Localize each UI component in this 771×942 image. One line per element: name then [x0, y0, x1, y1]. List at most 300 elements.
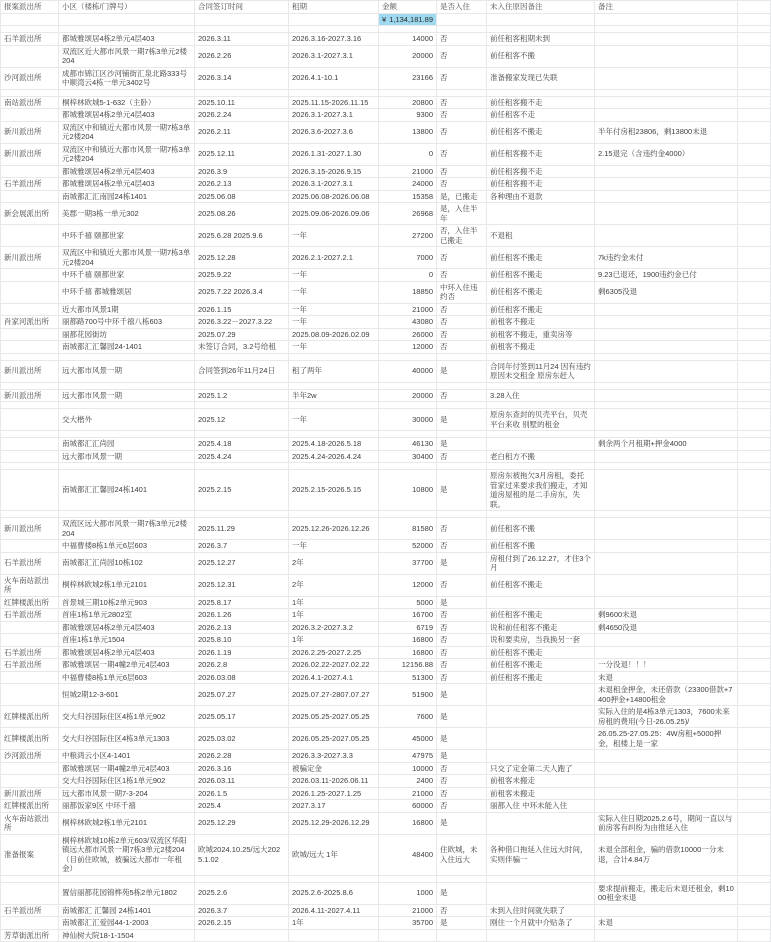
- cell-reason[interactable]: 前任租客不搬走: [487, 646, 595, 659]
- cell-empty[interactable]: [1, 511, 59, 518]
- cell-signed[interactable]: 2026.2.15: [195, 917, 289, 930]
- cell-occupied[interactable]: 否: [437, 621, 487, 634]
- cell-term[interactable]: 租了两年: [289, 360, 379, 382]
- cell-station[interactable]: 红牌楼派出所: [1, 800, 59, 813]
- cell-community[interactable]: 都城雅颂居4栋2单元4层403: [59, 109, 195, 122]
- cell-amount[interactable]: 15358: [379, 190, 437, 203]
- cell-term[interactable]: 1年: [289, 917, 379, 930]
- cell-occupied[interactable]: 否: [437, 328, 487, 341]
- cell-reason[interactable]: 前任租客不搬走: [487, 269, 595, 282]
- cell-occupied[interactable]: 是: [437, 728, 487, 750]
- cell-signed[interactable]: 2026.2.13: [195, 178, 289, 191]
- cell-term[interactable]: 2026.2.25-2027.2.25: [289, 646, 379, 659]
- cell-term[interactable]: 2025.05.25-2027.05.25: [289, 706, 379, 728]
- cell-reason[interactable]: 前任租客不搬: [487, 45, 595, 67]
- cell-term[interactable]: 2026.02.22-2027.02.22: [289, 659, 379, 672]
- cell-occupied[interactable]: 是: [437, 812, 487, 834]
- cell-signed[interactable]: 2025.10.11: [195, 96, 289, 109]
- column-header-occupied[interactable]: 是否入住: [437, 1, 487, 14]
- cell-amount[interactable]: 0: [379, 269, 437, 282]
- cell-remark[interactable]: 未退全部租金，骗的借款10000一分未退，合计4.84万: [595, 834, 738, 875]
- cell-empty[interactable]: [1, 463, 59, 470]
- cell-amount[interactable]: 12000: [379, 574, 437, 596]
- cell-empty[interactable]: [289, 26, 379, 33]
- cell-community[interactable]: 中福曹楼8栋1单元6层603: [59, 671, 195, 684]
- cell-station[interactable]: 火车南站派出所: [1, 574, 59, 596]
- cell-station[interactable]: 红牌楼派出所: [1, 596, 59, 609]
- cell-amount[interactable]: 10000: [379, 762, 437, 775]
- cell-reason[interactable]: 未到入住时间就失联了: [487, 904, 595, 917]
- cell-empty[interactable]: [379, 402, 437, 409]
- cell-remark[interactable]: [595, 552, 738, 574]
- cell-term[interactable]: 被骗定金: [289, 762, 379, 775]
- cell-remark[interactable]: [595, 540, 738, 553]
- cell-amount[interactable]: 20800: [379, 96, 437, 109]
- cell-reason[interactable]: 前租客不搬走: [487, 316, 595, 329]
- cell-empty[interactable]: [738, 463, 771, 470]
- cell-empty[interactable]: [437, 353, 487, 360]
- cell-signed[interactable]: 2025.12.27: [195, 552, 289, 574]
- cell-signed[interactable]: 2025.12.28: [195, 247, 289, 269]
- cell-amount[interactable]: 21000: [379, 303, 437, 316]
- cell-amount[interactable]: 12000: [379, 341, 437, 354]
- cell-remark[interactable]: [595, 775, 738, 788]
- cell-amount[interactable]: 45000: [379, 728, 437, 750]
- cell-reason[interactable]: 前租客不搬走: [487, 341, 595, 354]
- cell-reason[interactable]: 前任租客不搬走: [487, 671, 595, 684]
- cell-amount[interactable]: 26968: [379, 203, 437, 225]
- cell-signed[interactable]: 2025.8.17: [195, 596, 289, 609]
- cell-occupied[interactable]: 否: [437, 671, 487, 684]
- cell-occupied[interactable]: 否: [437, 269, 487, 282]
- cell-term[interactable]: 一年: [289, 269, 379, 282]
- cell-station[interactable]: 沙河派出所: [1, 750, 59, 763]
- cell-community[interactable]: 中环千禧 颐都世家: [59, 269, 195, 282]
- cell-amount[interactable]: 1000: [379, 882, 437, 904]
- cell-occupied[interactable]: 否: [437, 67, 487, 89]
- cell-remark[interactable]: 剩9600未退: [595, 609, 738, 622]
- cell-extra[interactable]: [738, 917, 771, 930]
- cell-empty[interactable]: [738, 875, 771, 882]
- cell-occupied[interactable]: 否: [437, 178, 487, 191]
- cell-term[interactable]: 2025.2.15-2026.5.15: [289, 470, 379, 511]
- cell-community[interactable]: 南城都汇 汇馨园 24栋1401: [59, 904, 195, 917]
- cell-extra[interactable]: [738, 634, 771, 647]
- cell-empty[interactable]: [289, 511, 379, 518]
- cell-occupied[interactable]: 是: [437, 470, 487, 511]
- cell-station[interactable]: [1, 328, 59, 341]
- cell-empty[interactable]: [437, 511, 487, 518]
- cell-empty[interactable]: [738, 431, 771, 438]
- cell-reason[interactable]: [487, 728, 595, 750]
- cell-empty[interactable]: [289, 431, 379, 438]
- cell-station[interactable]: 南站派出所: [1, 96, 59, 109]
- cell-signed[interactable]: 2026.1.5: [195, 787, 289, 800]
- cell-signed[interactable]: 合同签到26年11月24日: [195, 360, 289, 382]
- cell-signed[interactable]: 2025.12.11: [195, 143, 289, 165]
- cell-station[interactable]: [1, 621, 59, 634]
- cell-reason[interactable]: 前任租客不搬走: [487, 609, 595, 622]
- cell-term[interactable]: [289, 929, 379, 942]
- cell-amount[interactable]: 16700: [379, 609, 437, 622]
- cell-empty[interactable]: [738, 353, 771, 360]
- cell-remark[interactable]: [595, 109, 738, 122]
- cell-amount[interactable]: 27200: [379, 225, 437, 247]
- cell-remark[interactable]: [595, 596, 738, 609]
- cell-remark[interactable]: [595, 409, 738, 431]
- cell-amount[interactable]: 37700: [379, 552, 437, 574]
- cell-station[interactable]: 火车南站派出所: [1, 812, 59, 834]
- cell-reason[interactable]: 前任租客不搬走: [487, 121, 595, 143]
- cell-extra[interactable]: [738, 178, 771, 191]
- cell-empty[interactable]: [289, 353, 379, 360]
- cell-reason[interactable]: 前任租客搬不走: [487, 178, 595, 191]
- cell-remark[interactable]: 26.05.25-27.05.25：4W房租+5000押金，租楼上是一家: [595, 728, 738, 750]
- cell-term[interactable]: 2025.4.24-2026.4.24: [289, 450, 379, 463]
- cell-reason[interactable]: 说和要卖房，当我换另一套: [487, 634, 595, 647]
- cell-term[interactable]: 2025.11.15-2026.11.15: [289, 96, 379, 109]
- cell-extra[interactable]: [738, 706, 771, 728]
- cell-station[interactable]: 红牌楼派出所: [1, 728, 59, 750]
- cell-empty[interactable]: [195, 353, 289, 360]
- cell-community[interactable]: 远大都市风景一期: [59, 360, 195, 382]
- cell-occupied[interactable]: 否: [437, 659, 487, 672]
- cell-term[interactable]: 2年: [289, 574, 379, 596]
- cell-reason[interactable]: 前租客不搬走，重卖房等: [487, 328, 595, 341]
- cell-signed[interactable]: 2026.2.24: [195, 109, 289, 122]
- cell-empty[interactable]: [289, 89, 379, 96]
- cell-extra[interactable]: [738, 341, 771, 354]
- cell-amount[interactable]: 26000: [379, 328, 437, 341]
- cell-station[interactable]: 新川派出所: [1, 121, 59, 143]
- cell-empty[interactable]: [379, 353, 437, 360]
- cell-signed[interactable]: 2025.07.27: [195, 684, 289, 706]
- cell-station[interactable]: 肖家河派出所: [1, 316, 59, 329]
- cell-empty[interactable]: [738, 382, 771, 389]
- cell-empty[interactable]: [379, 511, 437, 518]
- cell-empty[interactable]: [738, 89, 771, 96]
- cell-station[interactable]: [1, 438, 59, 451]
- cell-term[interactable]: 2026.03.11-2026.06.11: [289, 775, 379, 788]
- cell-extra[interactable]: [738, 67, 771, 89]
- cell-community[interactable]: 南城都汇汇馨园24栋1401: [59, 470, 195, 511]
- cell-occupied[interactable]: 否: [437, 775, 487, 788]
- cell-extra[interactable]: [738, 621, 771, 634]
- cell-station[interactable]: [1, 109, 59, 122]
- cell-station[interactable]: 石羊派出所: [1, 659, 59, 672]
- cell-community[interactable]: 双流区近大都市风景一期7栋3单元2楼204: [59, 45, 195, 67]
- cell-empty[interactable]: [1, 89, 59, 96]
- cell-empty[interactable]: [59, 26, 195, 33]
- cell-signed[interactable]: 2026.3.14: [195, 67, 289, 89]
- cell-remark[interactable]: [595, 450, 738, 463]
- cell-station[interactable]: 石羊派出所: [1, 646, 59, 659]
- cell-community[interactable]: 桐梓林欧城10栋2单元603/双流区华阳镇远大都市风景一期7栋3单元2楼204（目前住欧城，被骗远大都市一年租金）: [59, 834, 195, 875]
- cell-signed[interactable]: 2026.3.7: [195, 540, 289, 553]
- cell-extra[interactable]: [738, 646, 771, 659]
- cell-empty[interactable]: [289, 382, 379, 389]
- cell-station[interactable]: [1, 671, 59, 684]
- cell-extra[interactable]: [738, 518, 771, 540]
- cell-extra[interactable]: [738, 438, 771, 451]
- cell-station[interactable]: 新川派出所: [1, 143, 59, 165]
- cell-reason[interactable]: [487, 812, 595, 834]
- cell-occupied[interactable]: 否: [437, 762, 487, 775]
- cell-reason[interactable]: 前任租客搬不走: [487, 165, 595, 178]
- cell-remark[interactable]: [595, 316, 738, 329]
- cell-signed[interactable]: 2025.07.29: [195, 328, 289, 341]
- cell-amount[interactable]: 2400: [379, 775, 437, 788]
- cell-term[interactable]: 2027.3.17: [289, 800, 379, 813]
- cell-reason[interactable]: 前租客未搬走: [487, 787, 595, 800]
- cell-term[interactable]: 一年: [289, 341, 379, 354]
- cell-extra[interactable]: [738, 409, 771, 431]
- cell-signed[interactable]: 2026.2.26: [195, 45, 289, 67]
- cell-term[interactable]: 2026.4.1-2027.4.1: [289, 671, 379, 684]
- cell-reason[interactable]: 各种理由不退款: [487, 190, 595, 203]
- cell-empty[interactable]: [437, 463, 487, 470]
- cell-occupied[interactable]: 否: [437, 609, 487, 622]
- column-header-extra[interactable]: [738, 1, 771, 14]
- cell-remark[interactable]: [595, 45, 738, 67]
- cell-remark[interactable]: 一分没退！！！: [595, 659, 738, 672]
- cell-community[interactable]: 都城雅颂居4栋2单元4层403: [59, 646, 195, 659]
- cell-station[interactable]: 芳草街派出所: [1, 929, 59, 942]
- cell-station[interactable]: 新川派出所: [1, 360, 59, 382]
- cell-empty[interactable]: [195, 463, 289, 470]
- cell-occupied[interactable]: 否: [437, 109, 487, 122]
- cell-amount[interactable]: 5000: [379, 596, 437, 609]
- cell-empty[interactable]: [595, 431, 738, 438]
- cell-empty[interactable]: [595, 353, 738, 360]
- cell-community[interactable]: 南城都汇汇爱园44-1-2003: [59, 917, 195, 930]
- cell-empty[interactable]: [379, 463, 437, 470]
- cell-remark[interactable]: [595, 67, 738, 89]
- cell-extra[interactable]: [738, 596, 771, 609]
- cell-station[interactable]: [1, 450, 59, 463]
- cell-reason[interactable]: 前任租客搬不走: [487, 96, 595, 109]
- cell-extra[interactable]: [738, 684, 771, 706]
- cell-occupied[interactable]: 是: [437, 750, 487, 763]
- cell-station[interactable]: [1, 882, 59, 904]
- cell-community[interactable]: 南城都汇汇尚园: [59, 438, 195, 451]
- cell-occupied[interactable]: 是: [437, 360, 487, 382]
- cell-reason[interactable]: 老白租方不搬: [487, 450, 595, 463]
- cell-community[interactable]: 交大楷外: [59, 409, 195, 431]
- cell-extra[interactable]: [738, 109, 771, 122]
- cell-empty[interactable]: [289, 875, 379, 882]
- cell-empty[interactable]: [437, 402, 487, 409]
- cell-signed[interactable]: 2026.2.8: [195, 659, 289, 672]
- cell-community[interactable]: 都城雅颂居4栋2单元4层403: [59, 33, 195, 46]
- cell-empty[interactable]: [487, 463, 595, 470]
- cell-remark[interactable]: [595, 328, 738, 341]
- cell-empty[interactable]: [59, 511, 195, 518]
- cell-amount[interactable]: 24000: [379, 178, 437, 191]
- cell-signed[interactable]: 2025.4: [195, 800, 289, 813]
- cell-amount[interactable]: 60000: [379, 800, 437, 813]
- cell-remark[interactable]: 2.15退完（含违约金4000）: [595, 143, 738, 165]
- cell-community[interactable]: 首座1栋1单元2802室: [59, 609, 195, 622]
- cell-amount[interactable]: 0: [379, 143, 437, 165]
- cell-term[interactable]: 2025.2.6-2025.8.6: [289, 882, 379, 904]
- cell-empty[interactable]: [59, 431, 195, 438]
- cell-station[interactable]: [1, 634, 59, 647]
- cell-community[interactable]: 都城雅颂居4栋2单元4层403: [59, 621, 195, 634]
- cell-reason[interactable]: 前任租客不走: [487, 109, 595, 122]
- cell-occupied[interactable]: 否: [437, 96, 487, 109]
- cell-remark[interactable]: [595, 33, 738, 46]
- cell-community[interactable]: 置信丽都花园锦桦苑5栋2单元1802: [59, 882, 195, 904]
- cell-signed[interactable]: 2025.7.22 2026.3.4: [195, 281, 289, 303]
- cell-term[interactable]: 2026.3.1-2027.3.1: [289, 109, 379, 122]
- cell-community[interactable]: 丽都花园街坊: [59, 328, 195, 341]
- cell-community[interactable]: 双流区中和镇近大都市风景一期7栋3单元2楼204: [59, 121, 195, 143]
- cell-term[interactable]: 欧城/远大 1年: [289, 834, 379, 875]
- cell-station[interactable]: 石羊派出所: [1, 552, 59, 574]
- cell-extra[interactable]: [738, 33, 771, 46]
- cell-extra[interactable]: [738, 659, 771, 672]
- cell-reason[interactable]: [487, 684, 595, 706]
- cell-signed[interactable]: 未签订合同，3.2号给租: [195, 341, 289, 354]
- cell-amount[interactable]: [379, 929, 437, 942]
- cell-reason[interactable]: 丽都入住 中环未能入住: [487, 800, 595, 813]
- cell-extra[interactable]: [738, 762, 771, 775]
- cell-extra[interactable]: [738, 450, 771, 463]
- cell-occupied[interactable]: 否: [437, 540, 487, 553]
- cell-term[interactable]: 1年: [289, 609, 379, 622]
- cell-remark[interactable]: [595, 96, 738, 109]
- cell-signed[interactable]: 2026.2.28: [195, 750, 289, 763]
- cell-term[interactable]: 2026.3.3-2027.3.3: [289, 750, 379, 763]
- cell-remark[interactable]: [595, 341, 738, 354]
- cell-empty[interactable]: [595, 26, 738, 33]
- cell-remark[interactable]: 未退: [595, 671, 738, 684]
- cell-occupied[interactable]: 中环入住违约否: [437, 281, 487, 303]
- cell-remark[interactable]: [595, 360, 738, 382]
- cell-occupied[interactable]: 是: [437, 409, 487, 431]
- cell-occupied[interactable]: 是: [437, 596, 487, 609]
- cell-reason[interactable]: 刚住一个月就中介贴条了: [487, 917, 595, 930]
- cell-empty[interactable]: [59, 13, 195, 26]
- cell-remark[interactable]: 实际入住日期2025.2.6号，期间一直以与前房客有纠纷为由推延入住: [595, 812, 738, 834]
- cell-empty[interactable]: [595, 402, 738, 409]
- cell-term[interactable]: 1年: [289, 596, 379, 609]
- cell-reason[interactable]: 前任租客不搬: [487, 540, 595, 553]
- cell-signed[interactable]: 2025.12.31: [195, 574, 289, 596]
- cell-empty[interactable]: [738, 402, 771, 409]
- cell-empty[interactable]: [487, 402, 595, 409]
- cell-occupied[interactable]: 是，已搬走: [437, 190, 487, 203]
- cell-empty[interactable]: [195, 431, 289, 438]
- cell-empty[interactable]: [379, 431, 437, 438]
- cell-extra[interactable]: [738, 574, 771, 596]
- cell-remark[interactable]: [595, 929, 738, 942]
- cell-community[interactable]: 近大都市风景1期: [59, 303, 195, 316]
- cell-empty[interactable]: [1, 382, 59, 389]
- cell-station[interactable]: 红牌楼派出所: [1, 706, 59, 728]
- cell-station[interactable]: [1, 762, 59, 775]
- cell-empty[interactable]: [487, 26, 595, 33]
- cell-community[interactable]: 美郡一期3栋一单元302: [59, 203, 195, 225]
- cell-term[interactable]: 2026.3.1-2027.3.1: [289, 178, 379, 191]
- cell-extra[interactable]: [738, 190, 771, 203]
- cell-remark[interactable]: 实际入住的是4栋3单元1303，7600未来房租的费用(今日-26.05.25)/: [595, 706, 738, 728]
- cell-amount[interactable]: 14000: [379, 33, 437, 46]
- cell-occupied[interactable]: 否: [437, 646, 487, 659]
- cell-reason[interactable]: 前任租客不搬走: [487, 574, 595, 596]
- cell-signed[interactable]: 2025.12.29: [195, 812, 289, 834]
- cell-station[interactable]: [1, 540, 59, 553]
- cell-amount[interactable]: 7000: [379, 247, 437, 269]
- cell-extra[interactable]: [738, 165, 771, 178]
- cell-signed[interactable]: [195, 929, 289, 942]
- cell-occupied[interactable]: 否: [437, 143, 487, 165]
- cell-term[interactable]: 一年: [289, 409, 379, 431]
- cell-signed[interactable]: 2026.3.22－2027.3.22: [195, 316, 289, 329]
- cell-reason[interactable]: 各种借口拖延入住远大时间，实则伴骗一: [487, 834, 595, 875]
- cell-empty[interactable]: [738, 511, 771, 518]
- cell-occupied[interactable]: 否: [437, 389, 487, 402]
- cell-remark[interactable]: [595, 518, 738, 540]
- cell-community[interactable]: 丽都饭家9区 中环千禧: [59, 800, 195, 813]
- cell-remark[interactable]: [595, 800, 738, 813]
- cell-term[interactable]: 一年: [289, 316, 379, 329]
- cell-reason[interactable]: 合同年付签到11月24 因有违约原因未交租金 原房东赶人: [487, 360, 595, 382]
- cell-extra[interactable]: [738, 225, 771, 247]
- cell-empty[interactable]: [195, 402, 289, 409]
- cell-extra[interactable]: [738, 143, 771, 165]
- cell-occupied[interactable]: 否: [437, 787, 487, 800]
- cell-remark[interactable]: [595, 470, 738, 511]
- cell-remark[interactable]: 7k违约金未付: [595, 247, 738, 269]
- cell-empty[interactable]: [487, 382, 595, 389]
- cell-empty[interactable]: [487, 875, 595, 882]
- cell-community[interactable]: 双流区中和镇近大都市风景一期7栋3单元2楼204: [59, 247, 195, 269]
- cell-reason[interactable]: [487, 882, 595, 904]
- cell-community[interactable]: 中粮鸿云小区4-1401: [59, 750, 195, 763]
- cell-station[interactable]: [1, 917, 59, 930]
- cell-extra[interactable]: [738, 552, 771, 574]
- cell-station[interactable]: [1, 281, 59, 303]
- cell-community[interactable]: 都城雅颂居一期4幢2单元4层403: [59, 659, 195, 672]
- cell-empty[interactable]: [1, 26, 59, 33]
- cell-community[interactable]: 神仙树大院18-1-1504: [59, 929, 195, 942]
- cell-extra[interactable]: [738, 728, 771, 750]
- column-header-reason[interactable]: 未入住原因备注: [487, 1, 595, 14]
- cell-signed[interactable]: 2026.03.11: [195, 775, 289, 788]
- cell-empty[interactable]: [595, 875, 738, 882]
- cell-amount[interactable]: 23166: [379, 67, 437, 89]
- cell-extra[interactable]: [738, 203, 771, 225]
- cell-signed[interactable]: 2026.1.19: [195, 646, 289, 659]
- cell-empty[interactable]: [1, 875, 59, 882]
- cell-community[interactable]: 成都市锦江区沙河铺街汇泉北路333号中顺湾云4栋一单元3402号: [59, 67, 195, 89]
- cell-empty[interactable]: [289, 13, 379, 26]
- cell-term[interactable]: 1年: [289, 634, 379, 647]
- cell-occupied[interactable]: 否: [437, 247, 487, 269]
- cell-community[interactable]: 都城雅颂居4栋2单元4层403: [59, 165, 195, 178]
- cell-empty[interactable]: [289, 463, 379, 470]
- cell-reason[interactable]: 房租付到了26.12.27，才住3个月: [487, 552, 595, 574]
- cell-occupied[interactable]: 是: [437, 552, 487, 574]
- cell-remark[interactable]: 要求提前搬走，搬走后未退还租金，剩1000租金未退: [595, 882, 738, 904]
- cell-remark[interactable]: 未退: [595, 917, 738, 930]
- cell-occupied[interactable]: 是: [437, 684, 487, 706]
- cell-empty[interactable]: [1, 431, 59, 438]
- cell-empty[interactable]: [487, 511, 595, 518]
- cell-extra[interactable]: [738, 834, 771, 875]
